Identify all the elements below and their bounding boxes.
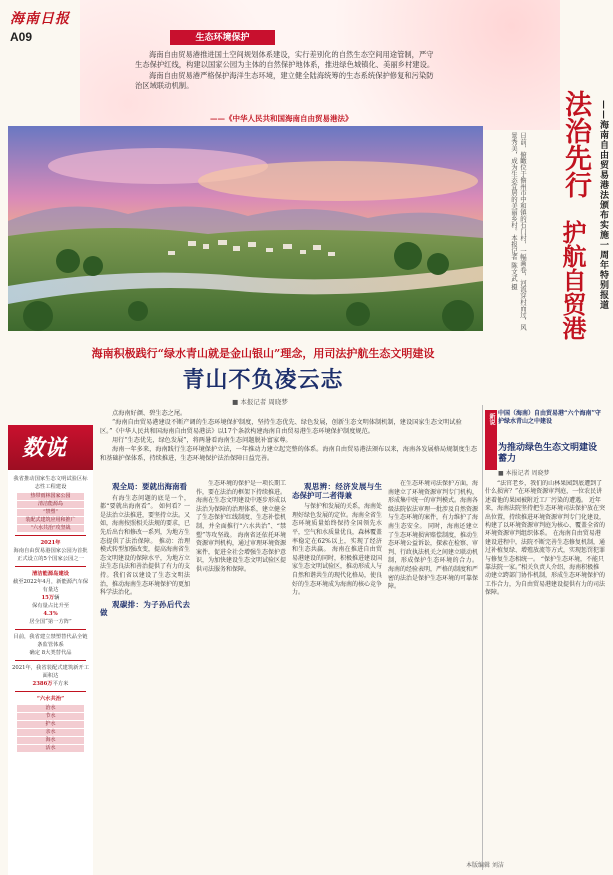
data-list-item: 清洁能源岛 bbox=[17, 501, 84, 508]
data-sidebar-list bbox=[11, 493, 90, 532]
data-list-item: “禁塑” bbox=[17, 509, 84, 516]
column-text: 与保护和发展的关系，海南处理好绿色发展的定位。海南全省生态环境质量始终保持全国领先水平，空气和水质量优良，森林覆盖率稳定在62%以上，实现了经济和生态共赢。 海南在推进自由贸易港建设的同时，积极推进建设国家生态文明试验区，推动形成人与自然和谐共生的现代化格局，使良好的生态环境成为海南的核心竞争力。 bbox=[292, 503, 382, 597]
data-item-heading: “六水共治” bbox=[36, 696, 65, 702]
newspaper-logo: 海南日报 bbox=[10, 11, 70, 27]
data-item: 海南自由贸易港国家公园为首批正式设立的5个国家公园之一 bbox=[13, 548, 88, 562]
side-article-tag bbox=[485, 410, 497, 470]
intro-source: ——《中华人民共和国海南自由贸易港法》 bbox=[210, 114, 353, 123]
data-item: 我省推动国家生态文明试验区标志性工程建设 bbox=[13, 476, 88, 490]
article-column-3 bbox=[292, 480, 382, 860]
data-list-item: 海水 bbox=[17, 737, 84, 744]
article-column-1 bbox=[100, 480, 190, 860]
data-item-heading: 清洁能源岛建设 bbox=[31, 571, 70, 577]
data-list-item: 护水 bbox=[17, 721, 84, 728]
data-value: 2386万 bbox=[32, 681, 53, 687]
side-article-byline: ■ 本报记者 周晓梦 bbox=[498, 470, 550, 477]
intro-paragraph-2: 海南自由贸易港严格保护海洋生态环境，建立健全陆海统筹的生态系统保护修复和污染防治区域联动机制。 bbox=[135, 70, 434, 90]
data-item: 截至2022年4月，新能源汽车保有量达 bbox=[12, 579, 89, 593]
lead-paragraph-4: 海南一年多来，海南践行生态环境保护立法，一年推动力建立起完整的体系。海南自由贸易港法颁布以来，海南各发展格局规制度生态和基础护保体系，持续推进，生态环境保护法治保障日益完善。 bbox=[100, 445, 478, 462]
data-list-item: 装配式建筑应用和推广 bbox=[17, 517, 84, 524]
side-article-text: “法官老乡，我们的山林果园到底遭到了什么损害？”在环境资源审判庭，一位农民讲述着他的果园被附近工厂污染的遭遇。 近年来，海南法院坚持把生态环境司法保护放在突出位置，持续推进环境资源审判专门化建设，构建了以环境资源审判庭为核心、覆盖全省的环境资源审判组织体系。 在海南自由贸易港建设进程中，法院不断完善生态修复机制，通过补植复绿、增殖放流等方式，实现惩罚犯罪与修复生态相统一。 “保护生态环境，不能只靠法院一家。”相关负责人介绍，海南积极推动建立跨部门协作机制，形成生态环境保护的工作合力，为自由贸易港建设提供有力的司法保障。 bbox=[485, 480, 605, 597]
data-value: 15万 bbox=[41, 595, 55, 601]
data-sidebar-body bbox=[11, 475, 90, 754]
side-tag-label: 新说 bbox=[488, 413, 495, 425]
subheading: 观思辨：经济发展与生态保护可二者得兼 bbox=[292, 482, 382, 500]
data-item: 确定 8大类 bbox=[29, 650, 56, 656]
slogan bbox=[558, 90, 600, 340]
article-kicker: 海南积极践行“绿水青山就是金山银山”理念，用司法护航生态文明建设 bbox=[91, 347, 435, 360]
data-list-item: 节水 bbox=[17, 713, 84, 720]
editor-credit: 本版编辑 刘洁 bbox=[466, 862, 504, 869]
data-item: 居全国“第一方阵” bbox=[29, 619, 72, 625]
lead-paragraph-1: 点海南好颜、碧生态之尾。 bbox=[112, 410, 187, 417]
side-article-body bbox=[485, 480, 605, 865]
side-article-subtitle: 中国（海南）自由贸易港“六个海南”守护绿水青山之中建设 bbox=[498, 410, 601, 425]
slogan-line-1: 法治先行 bbox=[560, 90, 591, 198]
data-sidebar bbox=[8, 425, 93, 875]
side-article bbox=[485, 410, 605, 870]
column-text: 生态环境的保护是一项长期工作，要在法治的框架下持续推进。海南在生态文明建设中逐步形成以法治为保障的治理体系，建立健全了生态保护红线制度、生态补偿机制，并全面推行“六水共治”、“禁塑”等攻坚战。 海南省还依托环境资源审判机构，通过审理环境资源案件，促进全社会增强生态保护意识，为加快建设生态文明试验区提供司法服务和保障。 bbox=[196, 480, 286, 573]
divider bbox=[15, 629, 86, 630]
data-item: 目前，我省建立禁塑替代品全链条监管体系 bbox=[13, 634, 88, 648]
intro-quote bbox=[135, 50, 435, 91]
article-byline: ■ 本报记者 周晓梦 bbox=[232, 398, 288, 406]
series-title: ——海南自由贸易港法颁布实施一周年特别报道 bbox=[598, 100, 608, 310]
hero-photo bbox=[8, 126, 483, 331]
data-list-item: 治水 bbox=[17, 705, 84, 712]
divider bbox=[15, 535, 86, 536]
data-item-year: 2021年 bbox=[40, 540, 61, 546]
data-unit: 平方米 bbox=[52, 681, 69, 687]
data-value: 4.3% bbox=[43, 611, 58, 617]
subheading: 观全局：要就出海南看 bbox=[112, 482, 187, 491]
subheading: 观碳排：为子孙后代去做 bbox=[100, 599, 190, 618]
divider bbox=[15, 566, 86, 567]
divider bbox=[15, 660, 86, 661]
photo-caption: 日前，俯瞰位于儋州市中和镇的石门村，一幅画卷，河流穿村而过，风景秀美，成为生态宜居的美丽乡村。本报记者 陈文武 摄 bbox=[510, 132, 527, 331]
data-unit: 替代品 bbox=[55, 650, 72, 656]
article-column-2 bbox=[196, 480, 286, 860]
data-item: 保有量占比升至 bbox=[31, 603, 70, 609]
page-number: A09 bbox=[10, 30, 33, 44]
data-sidebar-header bbox=[8, 425, 93, 470]
side-article-headline: 为推动绿色生态文明建设蓄力 bbox=[498, 443, 598, 464]
data-list-item: “六水共治”攻坚战 bbox=[17, 525, 84, 532]
column-divider bbox=[482, 405, 483, 870]
column-text: 有海生态问题的底是一个，都“要就出海南看”。 如何看？一是法治立法推进，要坚持立法。又如，海南按照相关法规的要求，已先后出台和修改一系列，为地方生态提供了法治保障。 推动：治理模式转型加强改变，提高海南省生态文明建设的保障水平，为地方立法生态良法和善治提供了有力的支持。我们省以建设了生态文明法治，推动海南生态环境保护的更加科学法治化。 bbox=[100, 494, 190, 597]
lead-paragraph-3: 用行“生态优先，绿色发展”，将两暑看海南生态问题脱补富家尊。 bbox=[112, 436, 292, 444]
data-unit: 辆 bbox=[54, 595, 60, 601]
data-sidebar-list bbox=[11, 705, 90, 752]
slogan-line-2: 护航自贸港 bbox=[558, 220, 587, 340]
intro-paragraph-1: 海南自由贸易港推进国土空间规划体系建设，实行差别化的自然生态空间用途管制，严守生态保护红线，构建以国家公园为主体的自然保护地体系，推进绿色城镇化、美丽乡村建设。 bbox=[135, 50, 435, 70]
data-list-item: 亲水 bbox=[17, 729, 84, 736]
masthead bbox=[10, 8, 70, 44]
article-headline: 青山不负凌云志 bbox=[182, 367, 344, 393]
lead-paragraph-2: “海南自由贸易港建设不断产调的生态环境保护制度，坚持生态优先、绿色发展，创新生态文明体制机制，建设国家生态文明试验区。”《中华人民共和国海南自由贸易港法》以17个条款构建海南自由贸易港生态环境保护制度规范。 bbox=[100, 418, 462, 435]
section-tag: 生态环境保护 bbox=[170, 30, 275, 45]
data-item: 2021年，我省装配式建筑新开工面积达 bbox=[11, 665, 90, 679]
divider bbox=[15, 691, 86, 692]
village-landscape-image bbox=[8, 126, 483, 331]
column-text: 在生态环境司法保护方面，海南建立了环境资源审判专门机构，形成集中统一的审判模式。海南各级法院依法审理一批涉及自然资源与生态环境的案件，有力维护了海南生态安全。 同时，海南还建立了生态环境损害赔偿制度，推动生态环境公益诉讼，探索在检察、审判、行政执法机关之间建立联动机制，形成保护生态环境的合力。 海南的经验表明，严格的制度和严密的法治是保护生态环境的可靠保障。 bbox=[388, 480, 478, 591]
article-lead bbox=[100, 410, 480, 463]
data-list-item: 热带雨林国家公园 bbox=[17, 493, 84, 500]
data-sidebar-title: 数说 bbox=[22, 435, 67, 461]
article-column-4 bbox=[388, 480, 478, 855]
data-list-item: 活水 bbox=[17, 745, 84, 752]
